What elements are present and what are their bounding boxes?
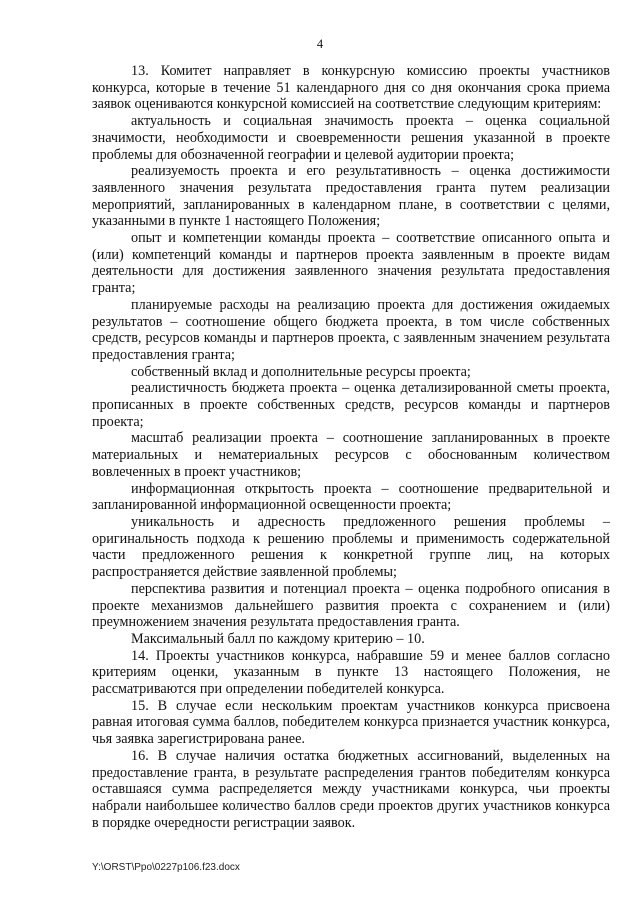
criterion-planned-expenses: планируемые расходы на реализацию проекта для достижения ожидаемых результатов – соотношение общего бюджета проекта, в том числе собственных средств, ресурсов команды и партнеров проекта, с заявленным значением результата предоставления гранта; — [92, 296, 610, 363]
document-body — [92, 63, 610, 831]
criterion-team-experience: опыт и компетенции команды проекта – соответствие описанного опыта и (или) компетенций команды и партнеров проекта заявленным в проекте видам деятельности для достижения заявленного значения результата предоставления гранта; — [92, 230, 610, 297]
paragraph-item-14: 14. Проекты участников конкурса, набравшие 59 и менее баллов согласно критериям оценки, указанным в пункте 13 настоящего Положения, не рассматриваются при определении победителей конкурса. — [92, 647, 610, 698]
criterion-scale: масштаб реализации проекта – соотношение запланированных в проекте материальных и нематериальных ресурсов с обоснованным количеством вовлеченных в проект участников; — [92, 430, 610, 480]
criterion-own-contribution: собственный вклад и дополнительные ресурсы проекта; — [131, 363, 471, 380]
criterion-feasibility: реализуемость проекта и его результативность – оценка достижимости заявленного значения результата предоставления гранта путем реализации мероприятий, запланированных в календарном плане, в соответствии с целями, указанными в пункте 1 настоящего Положения; — [92, 163, 610, 230]
page-number: 4 — [316, 37, 324, 51]
criterion-openness: информационная открытость проекта – соотношение предварительной и запланированной информационной освещенности проекта; — [92, 480, 610, 514]
paragraph-item-13: 13. Комитет направляет в конкурсную комиссию проекты участников конкурса, которые в течение 51 календарного дня со дня окончания срока приема заявок оцениваются конкурсной комиссией на соответствие следующим критериям: — [92, 63, 610, 113]
criterion-perspective: перспектива развития и потенциал проекта – оценка подробного описания в проекте механизмов дальнейшего развития проекта с сохранением и (или) преумножением значения результата предоставления гранта. — [92, 580, 610, 631]
paragraph-item-15: 15. В случае если нескольким проектам участников конкурса присвоена равная итоговая сумма баллов, победителем конкурса признается участник конкурса, чья заявка зарегистрирована ранее. — [92, 697, 610, 748]
criterion-uniqueness: уникальность и адресность предложенного решения проблемы – оригинальность подхода к решению проблемы и применимость содержательной части предложенного решения к конкретной группе лиц, на которых распространяется действие заявленной проблемы; — [92, 513, 610, 581]
paragraph-item-16: 16. В случае наличия остатка бюджетных ассигнований, выделенных на предоставление гранта, в результате распределения грантов победителям конкурса оставшаяся сумма распределяется между участниками конкурса, чьи проекты набрали наибольшее количество баллов среди проектов других участников конкурса в порядке очередности регистрации заявок. — [92, 747, 610, 831]
max-score-note: Максимальный балл по каждому критерию – 10. — [131, 630, 425, 647]
criterion-budget-realism: реалистичность бюджета проекта – оценка детализированной сметы проекта, прописанных в проекте собственных средств, ресурсов команды и партнеров проекта; — [92, 380, 610, 430]
footer-file-path: Y:\ORST\Ppo\0227p106.f23.docx — [92, 862, 240, 873]
criterion-relevance: актуальность и социальная значимость проекта – оценка социальной значимости, необходимости и своевременности решения указанной в проекте проблемы для обозначенной географии и целевой аудитории проекта; — [92, 113, 610, 163]
